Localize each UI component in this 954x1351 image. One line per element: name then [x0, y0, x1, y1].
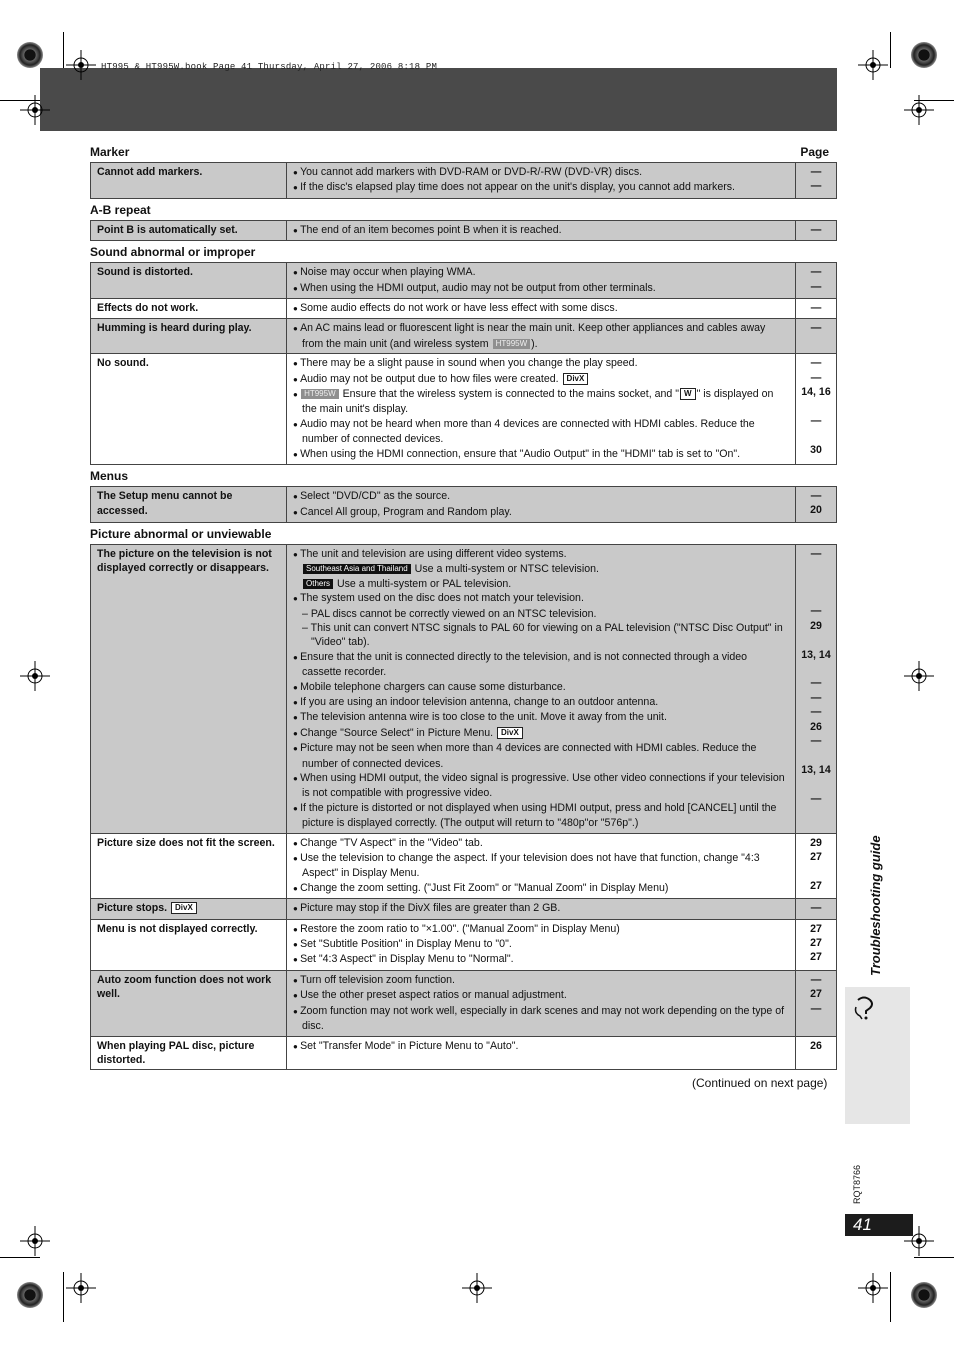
crosshair-icon — [66, 1273, 96, 1303]
page-ref: — — [810, 302, 822, 315]
page-ref: — — [810, 266, 822, 279]
item-text: Cancel All group, Program and Random play. — [300, 505, 512, 518]
section-heading — [90, 202, 837, 218]
solution-cell — [287, 354, 796, 465]
dash-icon: – — [302, 621, 311, 634]
solution-cell — [287, 319, 796, 354]
bullet-icon: ● — [293, 774, 301, 783]
table-row — [91, 970, 837, 1036]
page-ref: 27 — [810, 851, 822, 864]
bullet-icon: ● — [293, 225, 301, 235]
solution-item — [293, 1039, 789, 1054]
print-stamp: HT995 & HT995W.book Page 41 Thursday, April 27, 2006 8:18 PM — [101, 62, 438, 72]
problem-cell — [91, 899, 287, 919]
item-text: You cannot add markers with DVD-RAM or DVD-R/-RW (DVD-VR) discs. — [300, 166, 643, 178]
label-tag: DivX — [171, 902, 197, 914]
troubleshooting-table — [90, 162, 837, 199]
crosshair-icon — [20, 1226, 50, 1256]
page-column-header: Page — [800, 145, 829, 159]
solution-item — [293, 851, 789, 881]
crosshair-icon — [904, 661, 934, 691]
item-text: Zoom function may not work well, especially in dark scenes and may not work depending on the type of disc. — [300, 1004, 785, 1033]
page-ref: 26 — [810, 720, 822, 733]
page-ref: — — [810, 166, 822, 178]
crop-line — [63, 1272, 64, 1322]
troubleshooting-table — [90, 262, 837, 465]
problem-cell — [91, 220, 287, 240]
crosshair-icon — [858, 1273, 888, 1303]
item-text: An AC mains lead or fluorescent light is near the main unit. Keep other appliances and cables away from the main unit (and wireless system — [300, 322, 766, 350]
troubleshooting-content — [90, 141, 837, 1070]
problem-cell — [91, 919, 287, 970]
crosshair-icon — [462, 1273, 492, 1303]
solution-item — [293, 577, 789, 591]
label-tag: W — [680, 388, 696, 400]
item-text: Restore the zoom ratio to "×1.00". ("Manual Zoom" in Display Menu) — [300, 922, 620, 935]
solution-cell — [287, 544, 796, 833]
problem-text: Sound is distorted. — [97, 266, 193, 279]
page-ref: 20 — [810, 504, 822, 517]
solution-item — [293, 710, 789, 725]
crop-line — [890, 32, 891, 68]
page-ref-cell — [796, 919, 837, 970]
table-row — [91, 263, 837, 299]
page-ref: — — [810, 490, 822, 503]
item-text: Set "4:3 Aspect" in Display Menu to "Normal". — [300, 953, 514, 966]
page-ref — [796, 561, 836, 575]
solution-cell — [287, 299, 796, 319]
bullet-icon: ● — [293, 419, 301, 429]
bullet-icon: ● — [293, 449, 301, 459]
page-ref — [796, 748, 836, 762]
page-ref: 27 — [810, 951, 822, 964]
item-text: Picture may stop if the DivX files are greater than 2 GB. — [300, 902, 561, 915]
bullet-icon: ● — [293, 1006, 301, 1016]
solution-item — [293, 836, 789, 851]
crop-line — [63, 32, 64, 68]
crosshair-icon — [904, 95, 934, 125]
item-text: Audio may not be output due to how files were created. — [300, 372, 562, 385]
item-text: The end of an item becomes point B when it is reached. — [300, 223, 562, 236]
page-ref: 29 — [810, 836, 822, 849]
item-text: Noise may occur when playing WMA. — [300, 266, 476, 279]
solution-item — [293, 952, 789, 967]
item-text: Mobile telephone chargers can cause some disturbance. — [300, 680, 566, 693]
bullet-icon: ● — [293, 883, 301, 893]
solution-item — [293, 562, 789, 576]
table-row — [91, 299, 837, 319]
problem-text: Picture stops. — [97, 902, 168, 915]
problem-cell — [91, 163, 287, 199]
solution-item — [293, 881, 789, 896]
header-band — [40, 68, 837, 131]
solution-item — [293, 741, 789, 771]
section-heading — [90, 526, 837, 542]
item-text: Use the other preset aspect ratios or manual adjustment. — [300, 989, 567, 1002]
solution-item — [293, 901, 789, 916]
bullet-icon: ● — [293, 374, 301, 384]
label-tag: Others — [303, 579, 333, 589]
item-text: This unit can convert NTSC signals to PAL 60 for viewing on a PAL television ("NTSC Disc Output" in "Video" tab). — [310, 621, 783, 649]
solution-item — [293, 321, 789, 351]
bullet-icon: ● — [293, 924, 301, 934]
item-text: PAL discs cannot be correctly viewed on an NTSC television. — [310, 607, 597, 620]
solution-item — [293, 973, 789, 988]
page-ref: — — [810, 180, 822, 193]
item-text: Use the television to change the aspect. If your television does not have that function, change "4:3 Aspect" in Display Menu. — [300, 852, 760, 880]
item-text: The television antenna wire is too close to the unit. Move it away from the unit. — [300, 711, 667, 724]
item-text: Picture may not be seen when more than 4 devices are connected with HDMI cables. Reduce the number of connected devices. — [300, 742, 757, 770]
crosshair-icon — [20, 661, 50, 691]
crop-line — [890, 1272, 891, 1322]
item-text: The unit and television are using different video systems. — [300, 547, 567, 560]
solution-item — [293, 1004, 789, 1034]
section-title: Sound abnormal or improper — [90, 245, 256, 260]
section-title: A-B repeat — [90, 202, 151, 217]
table-row — [91, 1036, 837, 1070]
item-text: When using the HDMI connection, ensure that "Audio Output" in the "HDMI" tab is set to "On". — [300, 447, 741, 460]
solution-cell — [287, 1036, 796, 1070]
problem-cell — [91, 544, 287, 833]
solution-item — [293, 372, 789, 387]
page-ref: 29 — [810, 619, 822, 632]
continued-note: (Continued on next page) — [692, 1076, 828, 1090]
item-text: If the disc's elapsed play time does not appear on the unit's display, you cannot add markers. — [300, 181, 735, 194]
solution-item — [293, 165, 789, 180]
page-ref — [796, 662, 836, 676]
bullet-icon: ● — [293, 697, 301, 707]
page-ref: — — [810, 547, 822, 560]
solution-item — [293, 695, 789, 710]
page-ref: — — [810, 902, 822, 915]
crop-line — [914, 1257, 954, 1258]
solution-cell — [287, 899, 796, 919]
table-row — [91, 899, 837, 919]
item-text: There may be a slight pause in sound when you change the play speed. — [300, 357, 638, 370]
bullet-icon: ● — [293, 975, 301, 985]
bullet-icon: ● — [293, 991, 301, 1001]
crop-line — [0, 1257, 40, 1258]
item-text: Change the zoom setting. ("Just Fit Zoom" or "Manual Zoom" in Display Menu) — [300, 881, 669, 894]
page-ref: — — [810, 1002, 822, 1015]
item-text: If you are using an indoor television antenna, change to an outdoor antenna. — [300, 695, 659, 708]
solution-item — [293, 650, 789, 680]
problem-text: Effects do not work. — [97, 302, 199, 315]
page-ref: 14, 16 — [801, 386, 831, 399]
solution-item — [293, 387, 789, 417]
item-text: Set "Subtitle Position" in Display Menu to "0". — [300, 938, 512, 951]
registration-mark-icon — [911, 1282, 937, 1308]
registration-mark-icon — [911, 42, 937, 68]
table-row — [91, 487, 837, 523]
page-ref-cell — [796, 299, 837, 319]
page-ref: — — [810, 605, 822, 618]
crosshair-icon — [66, 50, 96, 80]
page-ref — [796, 576, 836, 590]
bullet-icon: ● — [293, 1041, 301, 1051]
item-text: Change "TV Aspect" in the "Video" tab. — [300, 836, 483, 849]
page-ref-cell — [796, 833, 837, 899]
solution-item — [293, 591, 789, 606]
crosshair-icon — [858, 50, 888, 80]
solution-item — [293, 988, 789, 1003]
solution-item — [293, 801, 789, 831]
solution-item — [293, 771, 789, 801]
page-ref: — — [810, 792, 822, 805]
page-ref: — — [810, 322, 822, 335]
solution-item — [293, 223, 789, 238]
problem-cell — [91, 970, 287, 1036]
page-ref: — — [810, 677, 822, 690]
section-title: Marker — [90, 145, 130, 159]
bullet-icon: ● — [293, 283, 301, 293]
page-ref: — — [810, 973, 822, 986]
bullet-icon: ● — [293, 492, 301, 502]
registration-mark-icon — [17, 42, 43, 68]
bullet-icon: ● — [293, 682, 301, 692]
label-tag: Southeast Asia and Thailand — [303, 564, 411, 574]
page-ref: 13, 14 — [801, 648, 831, 661]
page-ref — [796, 633, 836, 647]
page-ref: — — [810, 223, 822, 236]
problem-cell — [91, 263, 287, 299]
table-row — [91, 354, 837, 465]
item-text: If the picture is distorted or not displayed when using HDMI output, press and hold [CANCEL] until the picture is displayed correctly. (The output will return to "480p"or "576p".) — [300, 801, 777, 830]
label-tag: DivX — [497, 727, 523, 739]
table-row — [91, 833, 837, 899]
page-ref: 27 — [810, 922, 822, 935]
table-row — [91, 544, 837, 833]
problem-cell — [91, 319, 287, 354]
problem-text: Cannot add markers. — [97, 166, 203, 178]
page-number: 41 — [845, 1214, 913, 1236]
item-text: ). — [531, 337, 538, 350]
problem-text: Auto zoom function does not work well. — [97, 973, 272, 1001]
bullet-icon: ● — [293, 324, 301, 334]
bullet-icon: ● — [293, 507, 301, 517]
page-ref-cell — [796, 354, 837, 465]
bullet-icon: ● — [293, 359, 301, 369]
bullet-icon: ● — [293, 854, 301, 864]
page-ref-cell — [796, 263, 837, 299]
bullet-icon: ● — [293, 168, 301, 177]
bullet-icon: ● — [293, 183, 301, 193]
solution-item — [293, 447, 789, 462]
solution-cell — [287, 970, 796, 1036]
dash-icon: – — [302, 607, 311, 620]
problem-cell — [91, 833, 287, 899]
bullet-icon: ● — [293, 304, 301, 314]
page-ref: 30 — [810, 443, 822, 456]
item-text: Use a multi-system or NTSC television. — [411, 563, 599, 576]
bullet-icon: ● — [293, 549, 301, 559]
item-text: Select "DVD/CD" as the source. — [300, 490, 451, 503]
item-text: Change "Source Select" in Picture Menu. — [300, 726, 497, 739]
solution-item — [293, 547, 789, 562]
page-ref: 27 — [810, 988, 822, 1001]
section-heading — [90, 144, 837, 160]
solution-item — [293, 265, 789, 280]
solution-item — [293, 489, 789, 504]
page-ref-cell — [796, 319, 837, 354]
solution-item — [293, 621, 789, 650]
registration-mark-icon — [17, 1282, 43, 1308]
page-ref-cell — [796, 544, 837, 833]
solution-item — [293, 301, 789, 316]
page-ref — [796, 777, 836, 791]
bullet-icon: ● — [293, 713, 301, 723]
bullet-icon: ● — [293, 652, 301, 662]
document-code: RQT8766 — [852, 1164, 862, 1204]
section-title: Picture abnormal or unviewable — [90, 526, 272, 541]
solution-item — [293, 922, 789, 937]
item-text: Ensure that the unit is connected directly to the television, and is not connected through a video cassette recorder. — [300, 650, 748, 679]
page-ref: — — [810, 691, 822, 704]
solution-cell — [287, 919, 796, 970]
bullet-icon: ● — [293, 838, 301, 848]
bullet-icon: ● — [293, 390, 301, 400]
solution-item — [293, 417, 789, 447]
troubleshooting-table — [90, 544, 837, 1070]
page-ref: — — [810, 706, 822, 719]
bullet-icon: ● — [293, 803, 301, 813]
side-tab-label: Troubleshooting guide — [868, 835, 883, 976]
page-ref — [796, 864, 836, 878]
section-title: Menus — [90, 469, 129, 484]
item-text: Turn off television zoom function. — [300, 973, 455, 986]
table-row — [91, 919, 837, 970]
page-ref: — — [810, 414, 822, 427]
item-text: The system used on the disc does not match your television. — [300, 592, 584, 605]
page-ref: — — [810, 280, 822, 293]
page-ref: 27 — [810, 937, 822, 950]
problem-text: Menu is not displayed correctly. — [97, 922, 258, 935]
bullet-icon: ● — [293, 728, 301, 738]
label-tag: HT995W — [493, 339, 531, 349]
problem-text: The Setup menu cannot be accessed. — [97, 490, 233, 517]
bullet-icon: ● — [293, 955, 301, 965]
solution-cell — [287, 220, 796, 240]
solution-item — [293, 180, 789, 195]
problem-cell — [91, 1036, 287, 1070]
problem-text: Point B is automatically set. — [97, 223, 238, 236]
page-ref — [796, 590, 836, 604]
problem-text: When playing PAL disc, picture distorted. — [97, 1039, 255, 1066]
solution-item — [293, 607, 789, 621]
troubleshooting-table — [90, 220, 837, 241]
label-tag: HT995W — [301, 389, 339, 399]
item-text: When using the HDMI output, audio may not be output from other terminals. — [300, 281, 656, 294]
troubleshooting-table — [90, 486, 837, 523]
bullet-icon: ● — [293, 904, 301, 914]
problem-text: Picture size does not fit the screen. — [97, 836, 275, 849]
page-ref-cell — [796, 970, 837, 1036]
page-ref: — — [810, 734, 822, 747]
item-text: Set "Transfer Mode" in Picture Menu to "Auto". — [300, 1039, 519, 1052]
page-ref-cell — [796, 1036, 837, 1070]
problem-cell — [91, 487, 287, 523]
page-ref: — — [810, 371, 822, 384]
problem-cell — [91, 354, 287, 465]
item-text: When using HDMI output, the video signal is progressive. Use other video connections if your television is not compatible with progressive video. — [300, 772, 785, 800]
solution-item — [293, 680, 789, 695]
solution-cell — [287, 487, 796, 523]
crosshair-icon — [20, 95, 50, 125]
table-row — [91, 163, 837, 199]
item-text: " is displayed on the main unit's display. — [302, 388, 774, 416]
page-ref-cell — [796, 487, 837, 523]
problem-text: The picture on the television is not displayed correctly or disappears. — [97, 547, 272, 575]
problem-text: Humming is heard during play. — [97, 322, 252, 335]
bullet-icon: ● — [293, 940, 301, 950]
page-ref-cell — [796, 220, 837, 240]
page-ref — [796, 428, 836, 442]
solution-cell — [287, 163, 796, 199]
page-ref — [796, 399, 836, 413]
section-heading — [90, 468, 837, 484]
solution-item — [293, 937, 789, 952]
bullet-icon: ● — [293, 744, 301, 754]
solution-item — [293, 281, 789, 296]
solution-item — [293, 505, 789, 520]
bullet-icon: ● — [293, 594, 301, 604]
page-ref-cell — [796, 899, 837, 919]
page-ref: 26 — [810, 1039, 822, 1052]
problem-text: No sound. — [97, 357, 149, 370]
page-ref: 13, 14 — [801, 763, 831, 776]
item-text: Ensure that the wireless system is connected to the mains socket, and " — [339, 388, 680, 401]
section-heading — [90, 244, 837, 260]
solution-cell — [287, 833, 796, 899]
page-ref: — — [810, 357, 822, 370]
page-ref: 27 — [810, 879, 822, 892]
item-text: Audio may not be heard when more than 4 devices are connected with HDMI cables. Reduce the number of connected devices. — [300, 417, 755, 446]
label-tag: DivX — [563, 373, 589, 385]
table-row — [91, 319, 837, 354]
question-bubble-icon — [851, 995, 877, 1021]
page-ref-cell — [796, 163, 837, 199]
bullet-icon: ● — [293, 268, 301, 278]
solution-cell — [287, 263, 796, 299]
problem-cell — [91, 299, 287, 319]
item-text: Use a multi-system or PAL television. — [334, 577, 512, 590]
solution-item — [293, 356, 789, 371]
item-text: Some audio effects do not work or have less effect with some discs. — [300, 302, 618, 315]
solution-item — [293, 726, 789, 741]
table-row — [91, 220, 837, 240]
